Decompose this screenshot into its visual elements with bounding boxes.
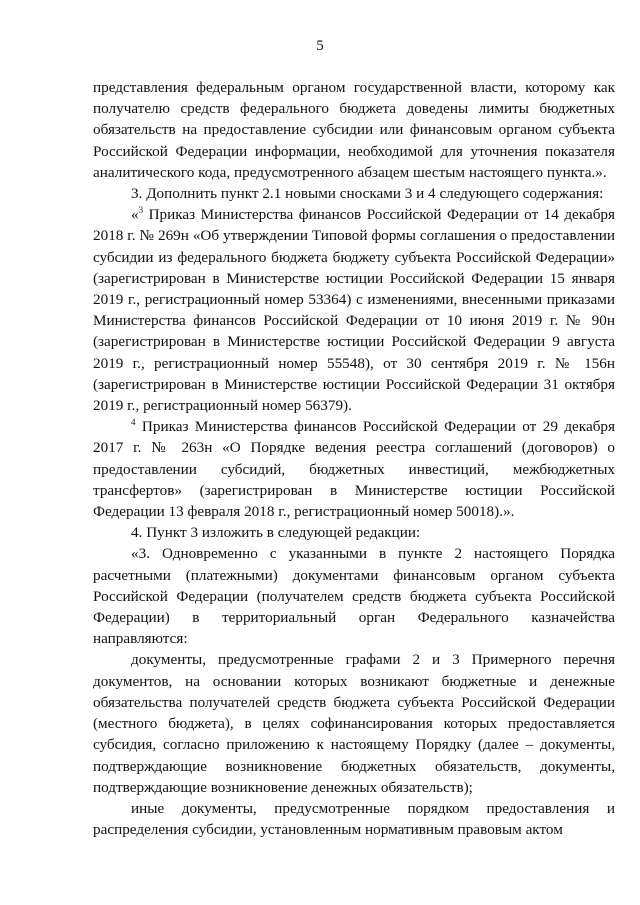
paragraph-new-point-3: «3. Одновременно с указанными в пункте 2 настоящего Порядка расчетными (платежными) документами финансовым органом субъекта Российской Федерации (получателем средств бюджета субъекта Российской Федерации) в территориальный орган Федерального казначейства направляются: <box>93 545 615 648</box>
paragraph-other-documents: иные документы, предусмотренные порядком предоставления и распределения субсидии, установленным нормативным правовым актом <box>93 799 615 839</box>
document-body <box>93 77 615 840</box>
paragraph-continuation: представления федеральным органом государственной власти, которому как получателю средств федерального бюджета доведены лимиты бюджетных обязательств на предоставление субсидии или финансовым органом субъекта Российской Федерации информации, необходимой для уточнения показателя аналитического кода, предусмотренного абзацем шестым настоящего пункта.». <box>93 79 615 181</box>
page-number: 5 <box>316 38 324 54</box>
footnote-3-open-quote: « <box>131 206 139 224</box>
footnote-3 <box>93 204 615 416</box>
footnote-3-text: Приказ Министерства финансов Российской Федерации от 14 декабря 2018 г. № 269н «Об утверждении Типовой формы соглашения о предоставлении субсидии из федерального бюджета бюджету субъекта Российской Федерации» (зарегистрирован в Министерстве юстиции Российской Федерации 15 января 2019 г., регистрационный номер 53364) с изменениями, внесенными приказами Министерства финансов Российской Федерации от 10 июня 2019 г. № 90н (зарегистрирован в Министерстве юстиции Российской Федерации 9 августа 2019 г., регистрационный номер 55548), от 30 сентября 2019 г. № 156н (зарегистрирован в Министерстве юстиции Российской Федерации 31 октября 2019 г., регистрационный номер 56379). <box>93 206 615 415</box>
footnote-4-text: Приказ Министерства финансов Российской Федерации от 29 декабря 2017 г. № 263н «О Порядке ведения реестра соглашений (договоров) о предоставлении субсидий, бюджетных инвестиций, межбюджетных трансфертов» (зарегистрирован в Министерстве юстиции Российской Федерации 13 февраля 2018 г., регистрационный номер 50018).». <box>93 418 615 521</box>
paragraph-item-3: 3. Дополнить пункт 2.1 новыми сносками 3 и 4 следующего содержания: <box>131 185 604 203</box>
footnote-4-marker: 4 <box>131 417 136 428</box>
paragraph-item-4: 4. Пункт 3 изложить в следующей редакции: <box>131 524 421 542</box>
footnote-3-marker: 3 <box>138 205 144 216</box>
paragraph-documents: документы, предусмотренные графами 2 и 3 Примерного перечня документов, на основании которых возникают бюджетные и денежные обязательства получателей средств бюджета субъекта Российской Федерации (местного бюджета), в целях софинансирования которых предоставляется субсидия, согласно приложению к настоящему Порядку (далее – документы, подтверждающие возникновение бюджетных обязательств, документы, подтверждающие возникновение денежных обязательств); <box>93 651 615 796</box>
footnote-4 <box>93 416 615 522</box>
